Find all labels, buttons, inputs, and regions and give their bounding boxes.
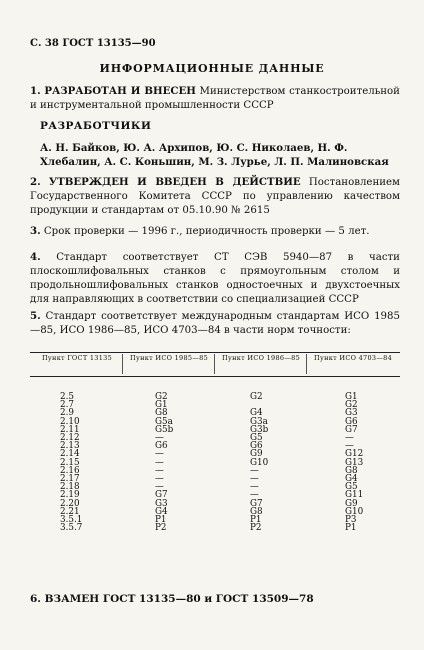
section-1-text: Министерством станкостроительной и инструментальной промышленности СССР — [30, 86, 400, 111]
table-cell-iso: G5a — [155, 416, 173, 427]
table-cell-gost: 2.21 — [60, 506, 80, 517]
section-2-number: 2. — [30, 176, 41, 188]
table-top-rule — [30, 352, 400, 353]
table-cell-iso: — — [250, 465, 259, 476]
table-cell-gost: 2.12 — [60, 433, 80, 443]
section-4-number: 4. — [30, 251, 41, 263]
section-1-heading: РАЗРАБОТАН И ВНЕСЕН — [44, 85, 196, 97]
table-cell-gost: 2.19 — [60, 490, 80, 501]
section-1-number: 1. — [30, 85, 41, 97]
table-cell-gost: 2.18 — [60, 482, 80, 493]
table-cell-gost: 2.11 — [60, 424, 80, 435]
section-3-number: 3. — [30, 225, 41, 237]
table-cell-iso: — — [345, 433, 354, 443]
table-cell-iso: G6 — [250, 441, 263, 452]
section-6 — [30, 593, 314, 605]
table-cell-iso: G4 — [345, 474, 358, 484]
table-cell-iso: G3b — [250, 424, 269, 435]
col-header-iso-4703: Пункт ИСО 4703—84 — [314, 354, 392, 362]
table-cell-iso: — — [155, 474, 164, 484]
section-6-text: ВЗАМЕН ГОСТ 13135—80 и ГОСТ 13509—78 — [44, 593, 314, 605]
developers-heading: РАЗРАБОТЧИКИ — [40, 120, 152, 132]
table-cell-iso: — — [155, 457, 164, 468]
table-cell-iso: G3 — [345, 408, 358, 419]
table-cell-iso: G9 — [250, 449, 263, 460]
table-cell-gost: 2.20 — [60, 498, 80, 509]
table-cell-iso: — — [250, 490, 259, 501]
table-cell-iso: P2 — [155, 523, 167, 534]
table-cell-iso: P1 — [250, 515, 262, 525]
table-cell-iso: G3 — [155, 498, 168, 509]
section-4-text: Стандарт соответствует СТ СЭВ 5940—87 в части плоскошлифовальных станков с прямоугольным столом и продольношлифовальных станков одностоечных и двухстоечных для направляющих в соответствии со специализацией СССР — [30, 252, 400, 305]
table-cell-iso: G2 — [345, 400, 358, 411]
table-cell-iso: P2 — [250, 523, 262, 534]
section-4 — [30, 250, 400, 307]
table-cell-iso: G5 — [345, 482, 358, 493]
section-2 — [30, 175, 400, 218]
section-6-number: 6. — [30, 593, 41, 605]
table-cell-iso: — — [155, 482, 164, 493]
section-5 — [30, 309, 400, 338]
table-cell-iso: P1 — [345, 523, 357, 534]
table-cell-iso: G2 — [250, 392, 263, 402]
table-cell-iso: — — [250, 474, 259, 484]
table-cell-iso: G3a — [250, 416, 268, 427]
table-cell-iso: G5 — [250, 433, 263, 443]
table-cell-gost: 2.7 — [60, 400, 74, 411]
table-cell-iso: G8 — [155, 408, 168, 419]
section-2-text: Постановлением Государственного Комитета СССР по управлению качеством продукции и стандартам от 05.10.90 № 2615 — [30, 177, 400, 216]
table-cell-gost: 3.5.7 — [60, 523, 83, 534]
table-cell-gost: 2.16 — [60, 465, 80, 476]
table-cell-iso: G9 — [345, 498, 358, 509]
table-cell-iso: — — [345, 441, 354, 452]
table-cell-iso: G7 — [345, 424, 358, 435]
table-cell-iso: G2 — [155, 392, 168, 402]
table-cell-iso: G7 — [155, 490, 168, 501]
table-cell-iso: — — [155, 465, 164, 476]
section-3-text: Срок проверки — 1996 г., периодичность проверки — 5 лет. — [43, 226, 370, 237]
table-cell-iso: G12 — [345, 449, 364, 460]
section-2-heading: УТВЕРЖДЕН И ВВЕДЕН В ДЕЙСТВИЕ — [48, 176, 301, 188]
document-title: ИНФОРМАЦИОННЫЕ ДАННЫЕ — [99, 62, 325, 75]
table-cell-iso: G4 — [250, 408, 263, 419]
table-cell-gost: 3.5.1 — [60, 515, 83, 525]
table-cell-iso: — — [250, 482, 259, 493]
table-cell-iso: P3 — [345, 515, 357, 525]
column-separator — [122, 354, 123, 374]
section-3 — [30, 224, 400, 239]
table-cell-iso: G1 — [155, 400, 168, 411]
column-separator — [306, 354, 307, 374]
section-5-number: 5. — [30, 310, 41, 322]
table-cell-gost: 2.10 — [60, 416, 80, 427]
table-cell-gost: 2.5 — [60, 392, 74, 402]
column-separator — [214, 354, 215, 374]
section-5-text: Стандарт соответствует международным стандартам ИСО 1985—85, ИСО 1986—85, ИСО 4703—84 в части норм точности: — [30, 311, 400, 336]
table-cell-gost: 2.17 — [60, 474, 80, 484]
table-cell-iso: — — [155, 449, 164, 460]
table-cell-iso: G10 — [345, 506, 364, 517]
table-cell-gost: 2.9 — [60, 408, 74, 419]
col-header-iso-1986: Пункт ИСО 1986—85 — [222, 354, 300, 362]
col-header-iso-1985: Пункт ИСО 1985—85 — [130, 354, 208, 362]
table-cell-iso: G5b — [155, 424, 174, 435]
table-cell-iso: G8 — [250, 506, 263, 517]
col-header-gost: Пункт ГОСТ 13135 — [41, 354, 113, 362]
table-cell-iso: G13 — [345, 457, 364, 468]
table-header-rule — [30, 376, 400, 377]
table-cell-iso: G1 — [345, 392, 358, 402]
table-cell-iso: G6 — [155, 441, 168, 452]
table-cell-iso: G6 — [345, 416, 358, 427]
table-cell-gost: 2.15 — [60, 457, 80, 468]
table-cell-iso: G8 — [345, 465, 358, 476]
table-cell-gost: 2.14 — [60, 449, 80, 460]
table-cell-iso: G7 — [250, 498, 263, 509]
table-cell-iso: — — [155, 433, 164, 443]
table-cell-iso: G4 — [155, 506, 168, 517]
table-cell-gost: 2.13 — [60, 441, 80, 452]
page-header: С. 38 ГОСТ 13135—90 — [30, 38, 156, 49]
developers-list: А. Н. Байков, Ю. А. Архипов, Ю. С. Николаев, Н. Ф. Хлебалин, А. С. Коньшин, М. З. Лурье, Л. П. Малиновская — [40, 142, 389, 168]
table-cell-iso: G11 — [345, 490, 364, 501]
section-1 — [30, 84, 400, 113]
table-cell-iso: G10 — [250, 457, 269, 468]
table-cell-iso: P1 — [155, 515, 167, 525]
